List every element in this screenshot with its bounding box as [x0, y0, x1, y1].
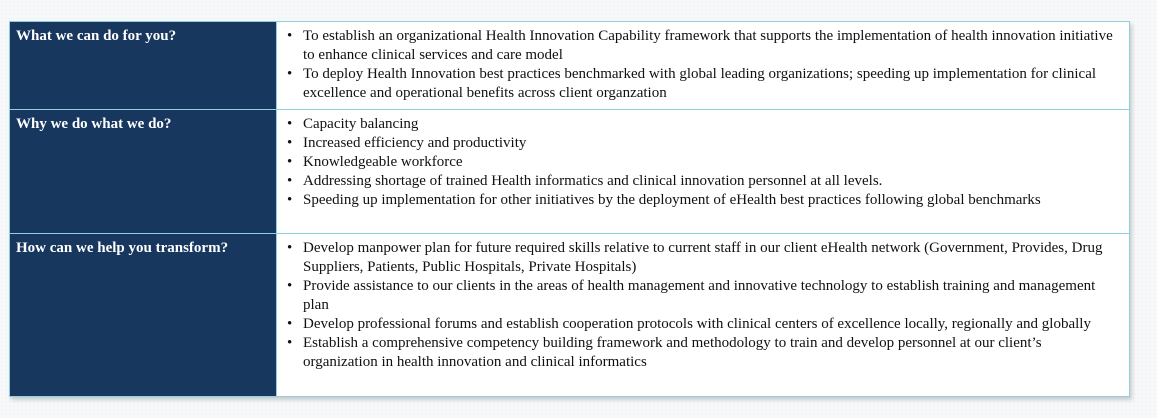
- bullet-list: [285, 239, 1119, 372]
- row-content-what-we-can-do: [277, 22, 1130, 110]
- info-table: [9, 21, 1130, 397]
- bullet-list: [285, 115, 1119, 210]
- row-content-how-can-we-help: [277, 234, 1130, 397]
- row-label-what-we-can-do: What we can do for you?: [10, 22, 277, 110]
- table-row: [10, 110, 1130, 234]
- list-item: • Develop professional forums and establish cooperation protocols with clinical centers of excellence locally, regionally and globally: [285, 315, 1119, 334]
- list-item: • Develop manpower plan for future required skills relative to current staff in our client eHealth network (Government, Provides, Drug Suppliers, Patients, Public Hospitals, Private Hospitals): [285, 239, 1119, 277]
- table-row: [10, 22, 1130, 110]
- list-item: • Speeding up implementation for other initiatives by the deployment of eHealth best practices following global benchmarks: [285, 191, 1119, 210]
- list-item: • To establish an organizational Health Innovation Capability framework that supports the implementation of health innovation initiative to enhance clinical services and care model: [285, 27, 1119, 65]
- list-item: • Knowledgeable workforce: [285, 153, 1119, 172]
- list-item: • Increased efficiency and productivity: [285, 134, 1119, 153]
- list-item: • To deploy Health Innovation best practices benchmarked with global leading organizations; speeding up implementation for clinical excellence and operational benefits across client organzation: [285, 65, 1119, 103]
- list-item: • Capacity balancing: [285, 115, 1119, 134]
- row-content-why-we-do: [277, 110, 1130, 234]
- list-item: • Addressing shortage of trained Health informatics and clinical innovation personnel at all levels.: [285, 172, 1119, 191]
- row-label-how-can-we-help: How can we help you transform?: [10, 234, 277, 397]
- list-item: • Establish a comprehensive competency building framework and methodology to train and develop personnel at our client’s organization in health innovation and clinical informatics: [285, 334, 1119, 372]
- bullet-list: [285, 27, 1119, 103]
- table-row: [10, 234, 1130, 397]
- row-label-why-we-do: Why we do what we do?: [10, 110, 277, 234]
- list-item: • Provide assistance to our clients in the areas of health management and innovative technology to establish training and management plan: [285, 277, 1119, 315]
